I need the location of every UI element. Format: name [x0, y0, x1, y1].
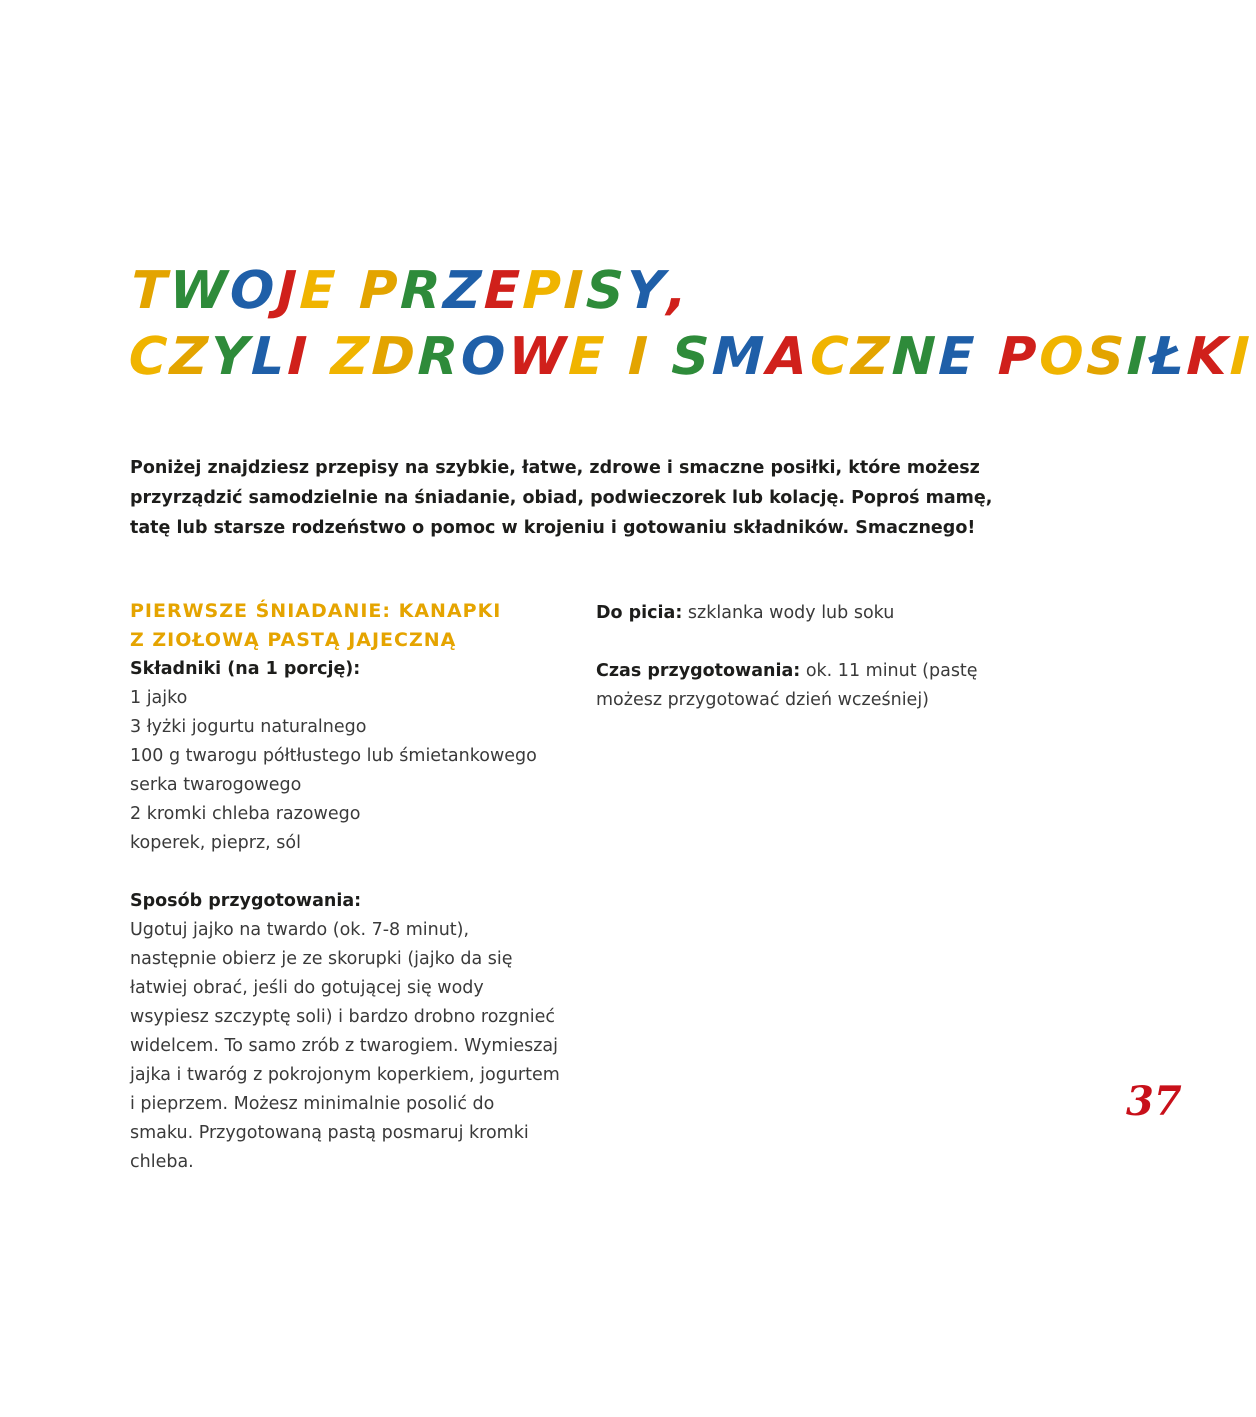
method-line: widelcem. To samo zrób z twarogiem. Wymieszaj: [130, 1036, 558, 1056]
time-value: ok. 11 minut (pastę: [800, 661, 978, 681]
method-line: jajka i twaróg z pokrojonym koperkiem, jogurtem: [130, 1065, 560, 1085]
ingredient-item: 1 jajko: [130, 688, 188, 708]
method-line: wsypiesz szczyptę soli) i bardzo drobno rozgnieć: [130, 1007, 556, 1027]
method-line: Ugotuj jajko na twardo (ok. 7-8 minut),: [130, 920, 470, 940]
ingredients-list: [130, 684, 570, 858]
recipe-title-line-2: Z ZIOŁOWĄ PASTĄ JAJECZNĄ: [130, 629, 457, 651]
time-label: Czas przygotowania:: [596, 661, 801, 681]
method-line: następnie obierz je ze skorupki (jajko da się: [130, 949, 513, 969]
drink-label: Do picia:: [596, 603, 683, 623]
page-number: 37: [1126, 1078, 1182, 1125]
intro-paragraph: Poniżej znajdziesz przepisy na szybkie, łatwe, zdrowe i smaczne posiłki, które możesz przyrządzić samodzielnie na śniadanie, obiad, podwieczorek lub kolację. Poproś mamę, tatę lub starsze rodzeństwo o pomoc w krojeniu i gotowaniu składników. Smacznego!: [130, 458, 993, 538]
ingredients-label: Składniki (na 1 porcję):: [130, 659, 361, 679]
recipe-title-line-1: PIERWSZE ŚNIADANIE: KANAPKI: [130, 600, 502, 622]
method-line: i pieprzem. Możesz minimalnie posolić do: [130, 1094, 495, 1114]
recipe-right-column: [596, 599, 1016, 715]
method-line: chleba.: [130, 1152, 194, 1172]
title-line-2: CZYLI ZDROWE I SMACZNE POSIŁKI: [127, 327, 1254, 387]
page-title: [127, 258, 1254, 390]
ingredient-item: 3 łyżki jogurtu naturalnego: [130, 717, 367, 737]
time-value-continued: możesz przygotować dzień wcześniej): [596, 690, 930, 710]
time-info: [596, 657, 1016, 686]
drink-info: [596, 599, 1016, 628]
ingredient-item: serka twarogowego: [130, 775, 302, 795]
method-label: Sposób przygotowania:: [130, 891, 362, 911]
title-line-1: TWOJE PRZEPISY,: [130, 261, 692, 321]
method-line: łatwiej obrać, jeśli do gotującej się wody: [130, 978, 484, 998]
ingredient-item: koperek, pieprz, sól: [130, 833, 301, 853]
ingredient-item: 2 kromki chleba razowego: [130, 804, 361, 824]
drink-value: szklanka wody lub soku: [682, 603, 895, 623]
method-text: [130, 916, 570, 1177]
method-line: smaku. Przygotowaną pastą posmaruj kromki: [130, 1123, 529, 1143]
ingredient-item: 100 g twarogu półtłustego lub śmietankowego: [130, 746, 537, 766]
recipe-left-column: [130, 597, 570, 1177]
